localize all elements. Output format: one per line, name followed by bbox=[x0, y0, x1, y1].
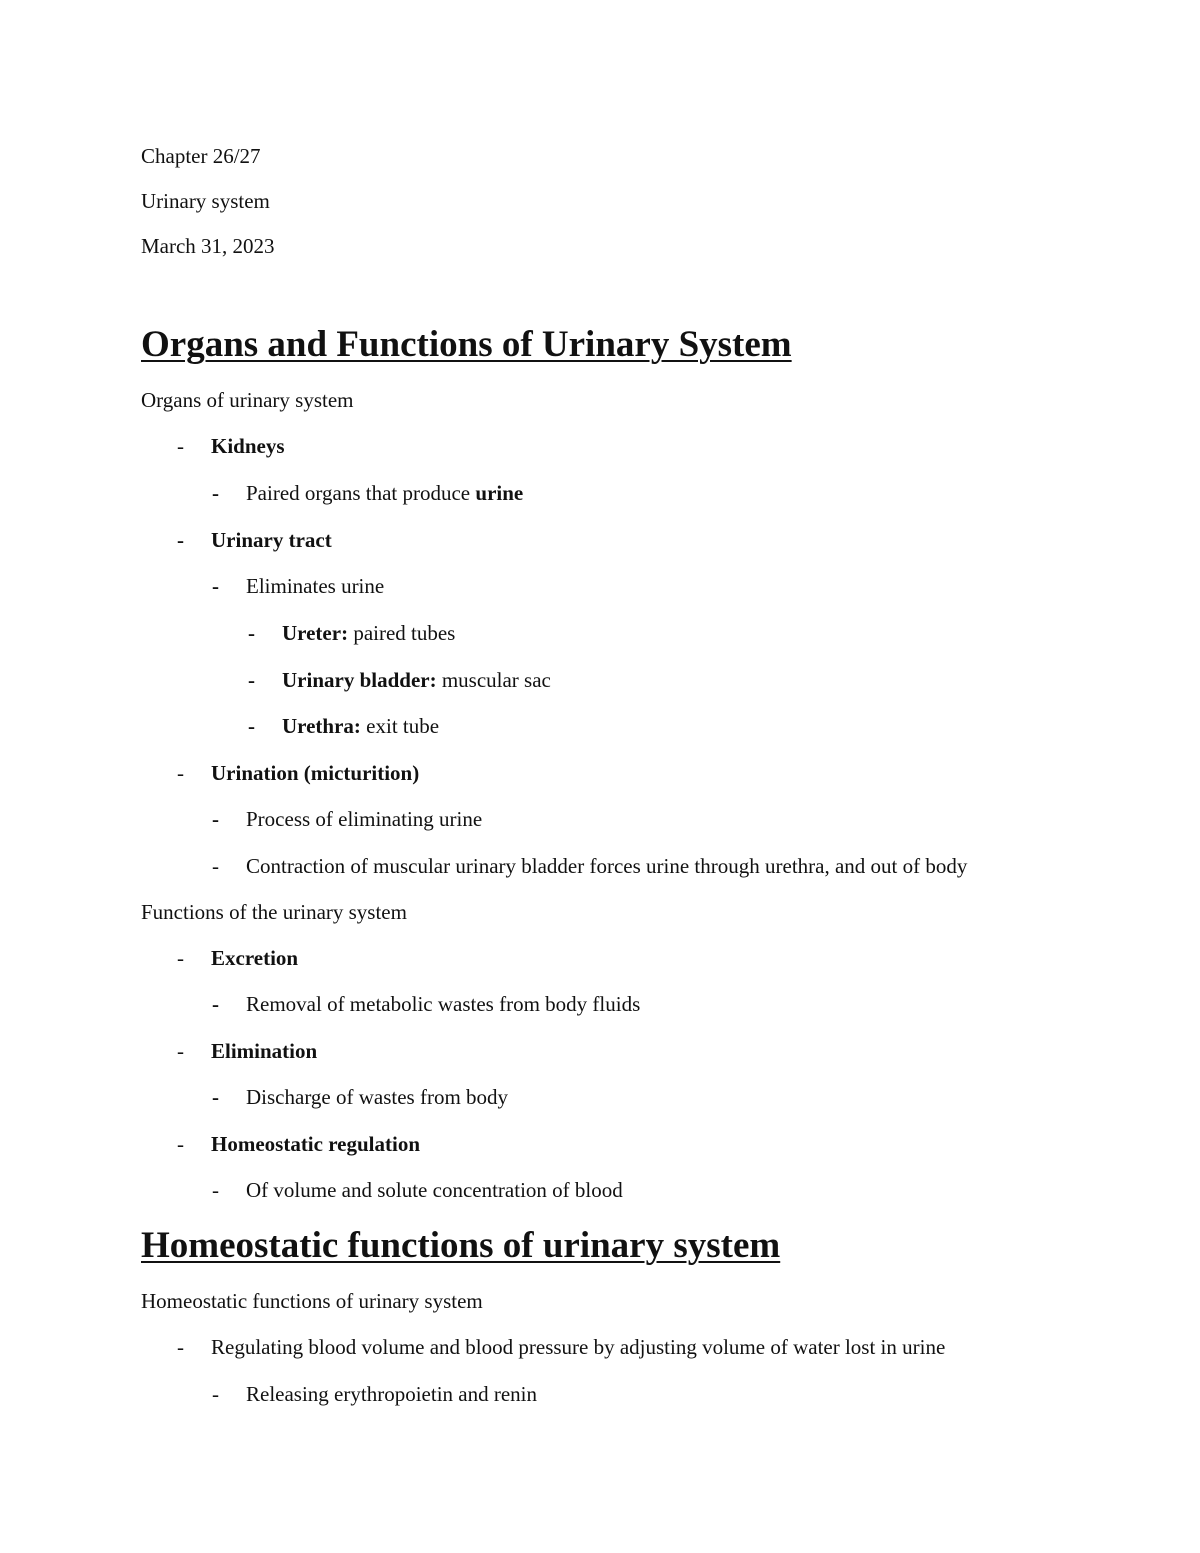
list-item-eliminates: Eliminates urine bbox=[246, 574, 385, 598]
functions-intro: Functions of the urinary system bbox=[141, 900, 407, 924]
bullet-dash: - bbox=[177, 946, 184, 970]
section-heading-homeostatic-functions: Homeostatic functions of urinary system bbox=[141, 1225, 781, 1266]
urethra-label: Urethra: bbox=[282, 714, 361, 738]
bullet-dash: - bbox=[177, 1335, 184, 1359]
bullet-dash: - bbox=[248, 714, 255, 738]
list-item-excretion: Excretion bbox=[211, 946, 299, 970]
list-item-elimination: Elimination bbox=[211, 1039, 318, 1063]
ureter-desc: paired tubes bbox=[348, 621, 456, 645]
bullet-dash: - bbox=[212, 992, 219, 1016]
bullet-dash: - bbox=[212, 481, 219, 505]
bullet-dash: - bbox=[248, 668, 255, 692]
ureter-label: Ureter: bbox=[282, 621, 349, 645]
list-item-process: Process of eliminating urine bbox=[246, 807, 483, 831]
list-item-urethra bbox=[282, 713, 439, 739]
bullet-dash: - bbox=[212, 1085, 219, 1109]
bullet-dash: - bbox=[248, 621, 255, 645]
list-item-regulating: Regulating blood volume and blood pressure by adjusting volume of water lost in urine bbox=[211, 1335, 946, 1359]
list-item-homeostatic-desc: Of volume and solute concentration of blood bbox=[246, 1178, 623, 1202]
bullet-dash: - bbox=[177, 434, 184, 458]
bullet-dash: - bbox=[212, 854, 219, 878]
bullet-dash: - bbox=[177, 761, 184, 785]
list-item-urination: Urination (micturition) bbox=[211, 761, 420, 785]
list-item-releasing: Releasing erythropoietin and renin bbox=[246, 1382, 537, 1406]
bullet-dash: - bbox=[212, 1382, 219, 1406]
bullet-dash: - bbox=[212, 1178, 219, 1202]
list-item-kidneys-desc bbox=[246, 480, 523, 506]
list-item-homeostatic: Homeostatic regulation bbox=[211, 1132, 420, 1156]
list-item-elimination-desc: Discharge of wastes from body bbox=[246, 1085, 509, 1109]
list-item-kidneys: Kidneys bbox=[211, 434, 285, 458]
list-item-contraction: Contraction of muscular urinary bladder forces urine through urethra, and out of body bbox=[246, 854, 968, 878]
bullet-dash: - bbox=[212, 574, 219, 598]
urethra-desc: exit tube bbox=[360, 714, 440, 738]
list-item-ureter bbox=[282, 620, 455, 646]
bullet-dash: - bbox=[177, 528, 184, 552]
kidneys-desc-text: Paired organs that produce bbox=[246, 481, 476, 505]
kidneys-desc-bold: urine bbox=[475, 481, 524, 505]
bladder-label: Urinary bladder: bbox=[282, 668, 437, 692]
list-item-bladder bbox=[282, 667, 551, 693]
chapter-line: Chapter 26/27 bbox=[141, 144, 261, 168]
date-line: March 31, 2023 bbox=[141, 234, 275, 258]
homeostatic-intro: Homeostatic functions of urinary system bbox=[141, 1289, 483, 1313]
organs-intro: Organs of urinary system bbox=[141, 388, 354, 412]
list-item-excretion-desc: Removal of metabolic wastes from body fluids bbox=[246, 992, 641, 1016]
topic-line: Urinary system bbox=[141, 189, 270, 213]
bullet-dash: - bbox=[177, 1039, 184, 1063]
bullet-dash: - bbox=[177, 1132, 184, 1156]
section-heading-organs-functions: Organs and Functions of Urinary System bbox=[141, 324, 792, 365]
bullet-dash: - bbox=[212, 807, 219, 831]
bladder-desc: muscular sac bbox=[436, 668, 551, 692]
list-item-urinary-tract: Urinary tract bbox=[211, 528, 332, 552]
